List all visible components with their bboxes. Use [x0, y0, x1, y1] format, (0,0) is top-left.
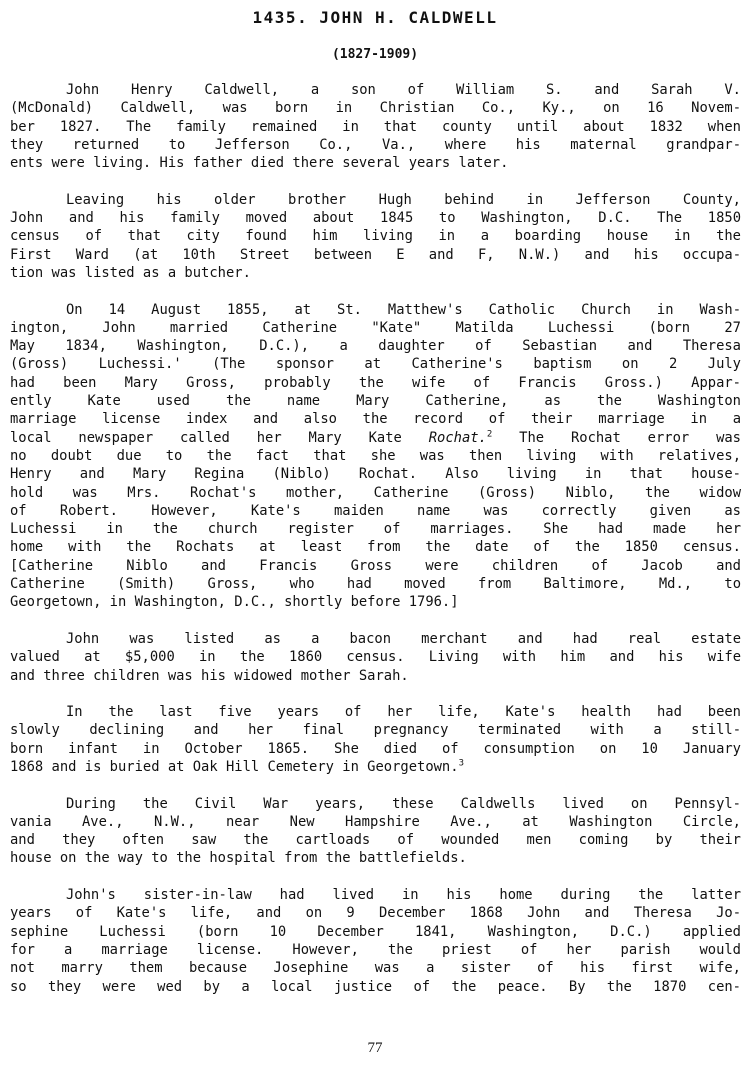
text-line: no doubt due to the fact that she was then living with relatives, — [10, 447, 741, 464]
text-line: [Catherine Niblo and Francis Gross were children of Jacob and — [10, 557, 741, 574]
text-line: so they were wed by a local justice of the peace. By the 1870 cen- — [10, 978, 741, 995]
text-line: not marry them because Josephine was a sister of his first wife, — [10, 960, 741, 977]
text-line: John was listed as a bacon merchant and had real estate — [66, 630, 741, 647]
text-line: vania Ave., N.W., near New Hampshire Ave., at Washington Circle, — [10, 813, 741, 830]
page-title: 1435. JOHN H. CALDWELL — [252, 8, 498, 27]
text-line: On 14 August 1855, at St. Matthew's Catholic Church in Wash- — [66, 301, 741, 318]
text-line: sephine Luchessi (born 10 December 1841, Washington, D.C.) applied — [10, 923, 741, 940]
text-line: Luchessi in the church register of marriages. She had made her — [10, 521, 741, 538]
text-line: John Henry Caldwell, a son of William S. and Sarah V. — [66, 82, 741, 98]
text-line: Leaving his older brother Hugh behind in Jefferson County, — [66, 191, 741, 208]
text-line: John and his family moved about 1845 to Washington, D.C. The 1850 — [10, 210, 741, 227]
text-line: they returned to Jefferson Co., Va., where his maternal grandpar- — [10, 136, 741, 153]
paragraph-1860-census — [10, 630, 741, 685]
text-line: In the last five years of her life, Kate's health had been — [66, 704, 741, 721]
text-line: born infant in October 1865. She died of consumption on 10 January — [10, 740, 741, 757]
text-line: Georgetown, in Washington, D.C., shortly before 1796.] — [10, 594, 459, 611]
footnote-marker: 3 — [458, 758, 464, 769]
text-line: John's sister-in-law had lived in his home during the latter — [66, 887, 741, 904]
text-line: ington, John married Catherine "Kate" Matilda Luchessi (born 27 — [10, 319, 741, 336]
text-line: and three children was his widowed mother Sarah. — [10, 667, 409, 684]
text-line: slowly declining and her final pregnancy terminated with a still- — [10, 722, 741, 739]
text-line: ently Kate used the name Mary Catherine, as the Washington — [10, 393, 741, 410]
text-line: home with the Rochats at least from the date of the 1850 census. — [10, 539, 741, 556]
text-line: First Ward (at 10th Street between E and F, N.W.) and his occupa- — [10, 246, 741, 263]
life-dates: (1827-1909) — [331, 47, 419, 62]
paragraph-kate-death — [10, 703, 741, 776]
text-line: ents were living. His father died there several years later. — [10, 155, 509, 172]
page-number: 77 — [367, 1040, 383, 1056]
paragraph-birth — [10, 81, 741, 172]
footnote-marker: 2 — [486, 429, 493, 440]
text-line: hold was Mrs. Rochat's mother, Catherine (Gross) Niblo, the widow — [10, 484, 741, 501]
text-line: local newspaper called her Mary Kate Rochat.$^2$ The Rochat error was — [10, 429, 741, 446]
document-body — [10, 81, 741, 996]
text-line: tion was listed as a butcher. — [10, 264, 251, 281]
paragraph-move — [10, 191, 741, 282]
text-line: (Gross) Luchessi.' (The sponsor at Catherine's baptism on 2 July — [10, 356, 741, 373]
text-line: During the Civil War years, these Caldwells lived on Pennsyl- — [66, 795, 741, 812]
text-line: of Robert. However, Kate's maiden name was correctly given as — [10, 502, 741, 519]
text-line: house on the way to the hospital from the battlefields. — [10, 850, 467, 867]
text-line: for a marriage license. However, the priest of her parish would — [10, 941, 741, 958]
text-line: ber 1827. The family remained in that county until about 1832 when — [10, 118, 741, 135]
text-line: 1868 and is buried at Oak Hill Cemetery in Georgetown.$^3$ — [10, 758, 464, 775]
paragraph-second-marriage — [10, 886, 741, 996]
text-line: years of Kate's life, and on 9 December 1868 John and Theresa Jo- — [10, 905, 741, 922]
paragraph-marriage — [10, 301, 741, 612]
rochat-italic: Rochat. — [428, 429, 487, 446]
text-line: and they often saw the cartloads of wounded men coming by their — [10, 832, 741, 849]
text-line: valued at $5,000 in the 1860 census. Living with him and his wife — [10, 649, 741, 666]
paragraph-civil-war — [10, 795, 741, 868]
text-line: (McDonald) Caldwell, was born in Christian Co., Ky., on 16 Novem- — [10, 100, 741, 117]
text-line: Catherine (Smith) Gross, who had moved from Baltimore, Md., to — [10, 576, 741, 593]
text-line: had been Mary Gross, probably the wife of Francis Gross.) Appar- — [10, 374, 741, 391]
text-line: marriage license index and also the record of their marriage in a — [10, 411, 741, 428]
text-line: census of that city found him living in a boarding house in the — [10, 228, 741, 245]
text-line: May 1834, Washington, D.C.), a daughter of Sebastian and Theresa — [10, 338, 741, 355]
text-line: Henry and Mary Regina (Niblo) Rochat. Also living in that house- — [10, 466, 741, 483]
